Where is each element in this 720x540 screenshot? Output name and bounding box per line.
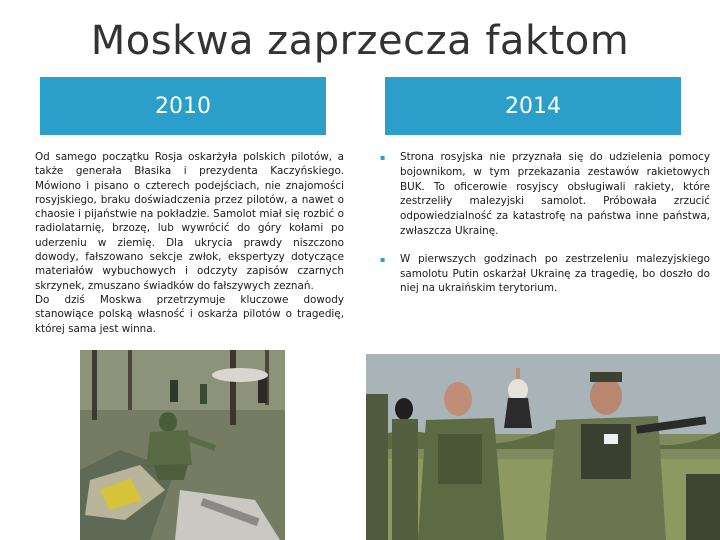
slide-title: Moskwa zaprzecza faktom [90, 18, 630, 64]
left-column-text [35, 150, 344, 336]
right-column-bullets [378, 150, 710, 309]
left-paragraph: Od samego początku Rosja oskarżyła polskich pilotów, a także generała Błasika i prezydenta Kaczyńskiego. Mówiono i pisano o czterech podejściach, nie znajomości rosyjskiego, braku doświadczenia przez pilotów, a nawet o chaosie i pijaństwie na pokładzie. Samolot miał się rozbić o radiolatarnię, brzozę, lub wywrócić do góry kołami po uderzeniu w ziemię. Dla ukrycia prawdy niszczono dowody, fałszowano sekcje zwłok, ekspertyzy dotyczące materiałów wybuchowych i odczyty zapisów czarnych skrzynek, zmuszano świadków do fałszywych zeznań. [35, 151, 344, 292]
column-header-2010 [40, 77, 326, 135]
column-header-2014-label: 2014 [505, 93, 561, 119]
column-header-2010-label: 2010 [155, 93, 211, 119]
bullet-text: W pierwszych godzinach po zestrzeleniu malezyjskiego samolotu Putin oskarżał Ukrainę za tragedię, bo doszło do niej na ukraińskim terytorium. [400, 252, 710, 295]
column-header-2014 [385, 77, 681, 135]
bullet-item [378, 150, 710, 239]
bullet-text: Strona rosyjska nie przyznała się do udzielenia pomocy bojownikom, w tym przekazania zestawów rakietowych BUK. To oficerowie rosyjscy obsługiwali rakiety, które zestrzeliły malezyjski samolot. Próbowała zrzucić odpowiedzialność za katastrofę na państwa inne państwa, zwłaszcza Ukrainę. [400, 151, 710, 237]
left-paragraph: Do dziś Moskwa przetrzymuje kluczowe dowody stanowiące polską własność i oskarża pilotów o tragedię, której sama jest winna. [35, 293, 344, 335]
crash-site-photo [80, 350, 285, 540]
square-bullet-icon: ▪ [380, 254, 386, 264]
bullet-item [378, 252, 710, 296]
square-bullet-icon: ▪ [380, 153, 386, 162]
armed-men-photo [366, 354, 720, 540]
